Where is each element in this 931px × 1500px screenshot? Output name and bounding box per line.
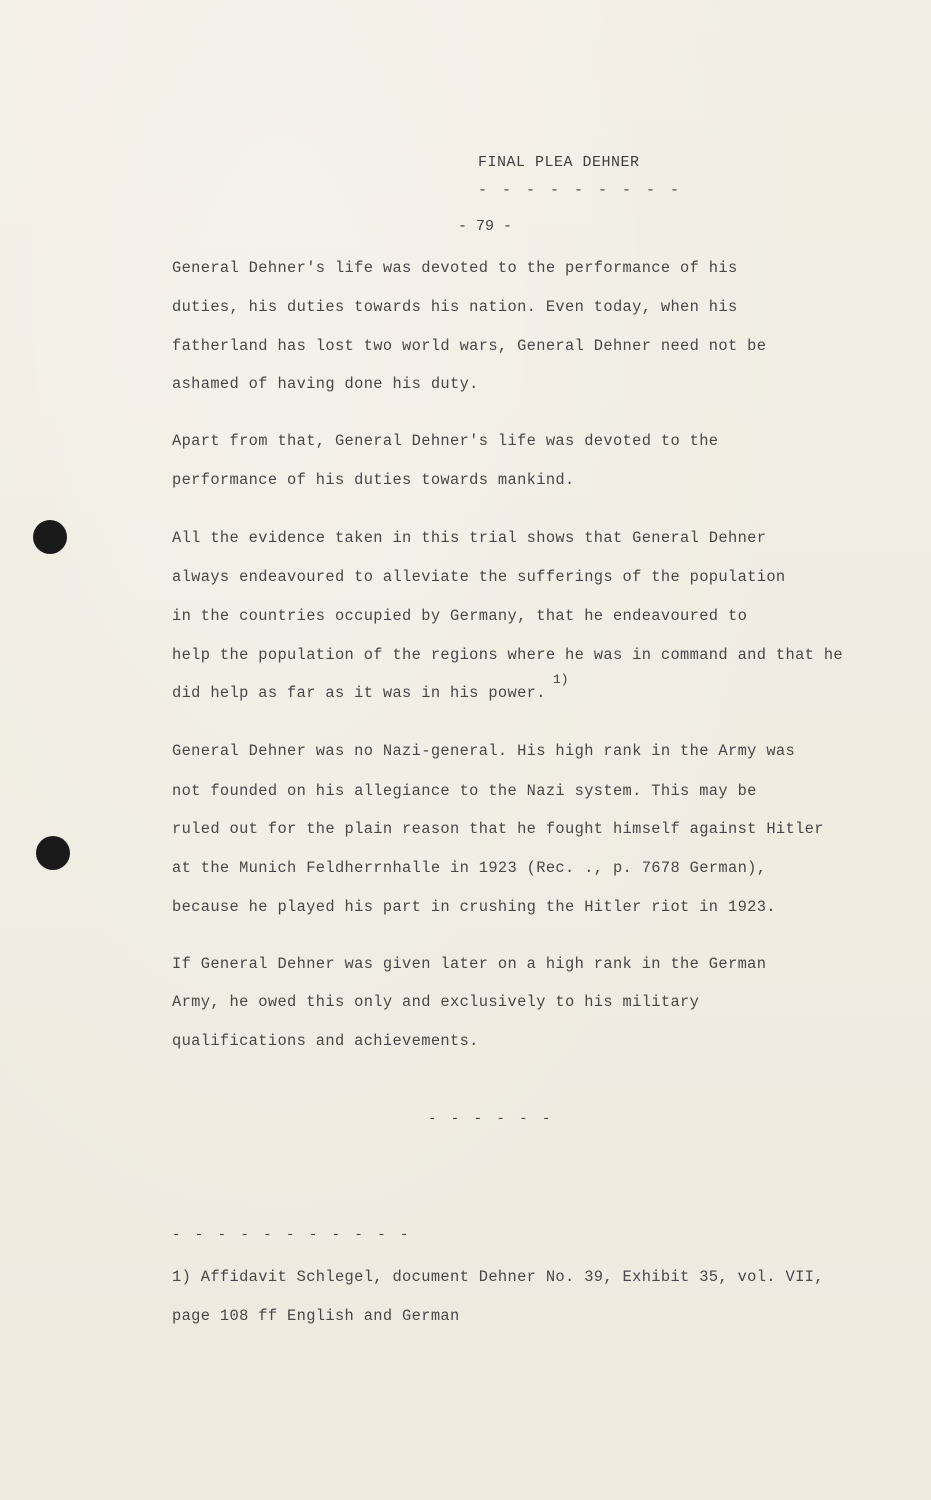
text-line: duties, his duties towards his nation. Even today, when his — [172, 298, 738, 316]
page-number: - 79 - — [458, 218, 513, 235]
text-line: help the population of the regions where he was in command and that he — [172, 646, 844, 664]
text-line: in the countries occupied by Germany, that he endeavoured to — [172, 607, 748, 625]
text-line: General Dehner's life was devoted to the performance of his — [172, 259, 738, 277]
footnote-reference: 1) — [553, 672, 569, 687]
title-underline: - - - - - - - - - — [478, 182, 683, 199]
text-line: ruled out for the plain reason that he fought himself against Hitler — [172, 820, 824, 838]
text-line: did help as far as it was in his power. — [172, 684, 546, 702]
text-line: fatherland has lost two world wars, General Dehner need not be — [172, 337, 767, 355]
text-line: always endeavoured to alleviate the sufferings of the population — [172, 568, 786, 586]
text-line: performance of his duties towards mankind. — [172, 471, 575, 489]
footnote-separator: - - - - - - - - - - - — [172, 1227, 412, 1243]
text-line: Army, he owed this only and exclusively to his military — [172, 993, 700, 1011]
footnote-line: page 108 ff English and German — [172, 1307, 460, 1325]
text-line: at the Munich Feldherrnhalle in 1923 (Rec. ., p. 7678 German), — [172, 859, 767, 877]
punch-hole — [33, 520, 67, 554]
text-line: General Dehner was no Nazi-general. His high rank in the Army was — [172, 742, 796, 760]
document-title: FINAL PLEA DEHNER — [478, 154, 640, 171]
text-line: not founded on his allegiance to the Nazi system. This may be — [172, 782, 757, 800]
section-end-rule: - - - - - - — [428, 1111, 554, 1127]
text-line: qualifications and achievements. — [172, 1032, 479, 1050]
text-line: All the evidence taken in this trial shows that General Dehner — [172, 529, 767, 547]
footnote-line: 1) Affidavit Schlegel, document Dehner No. 39, Exhibit 35, vol. VII, — [172, 1268, 824, 1286]
text-line: because he played his part in crushing the Hitler riot in 1923. — [172, 898, 776, 916]
text-line: ashamed of having done his duty. — [172, 375, 479, 393]
text-line: Apart from that, General Dehner's life was devoted to the — [172, 432, 719, 450]
punch-hole — [36, 836, 70, 870]
text-line: If General Dehner was given later on a high rank in the German — [172, 955, 767, 973]
